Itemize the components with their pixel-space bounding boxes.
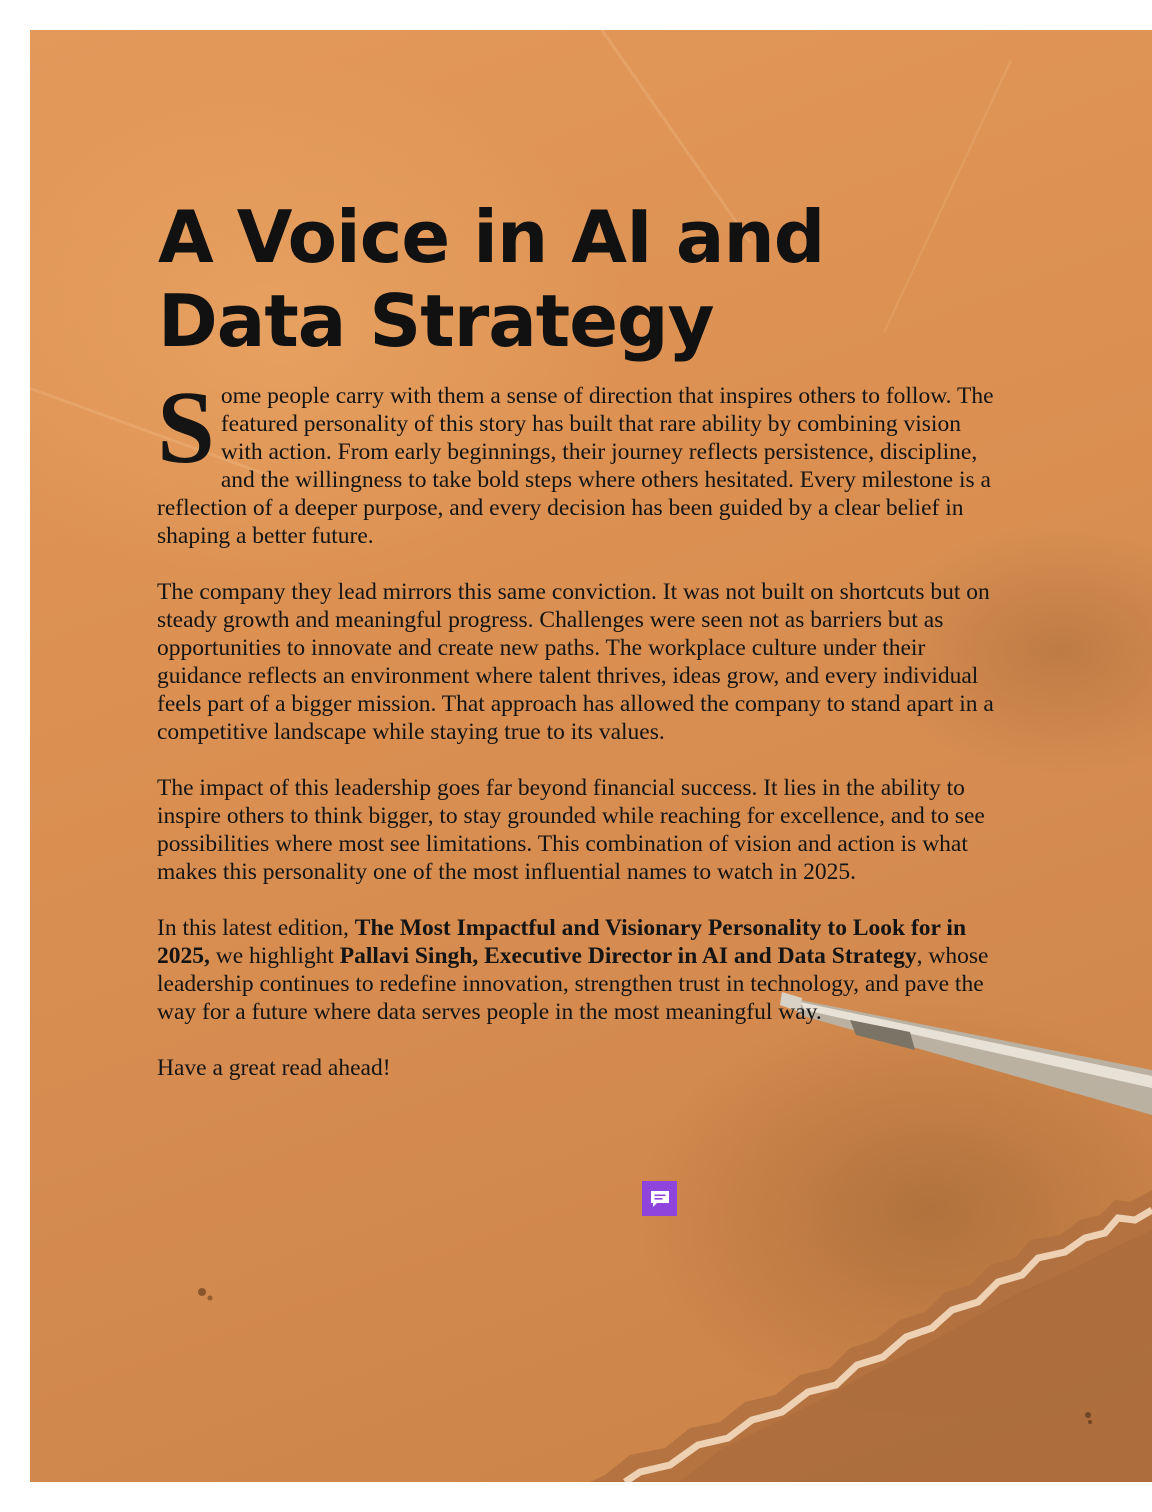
drop-cap: S — [157, 370, 215, 485]
edition-outro: , whose leadership continues to redefine innovation, strengthen trust in technology, and pave the way for a future where data serves people in the most meaningful way. — [157, 943, 989, 1025]
paragraph-edition — [157, 914, 1007, 1026]
highlight-text: we highlight — [209, 943, 340, 969]
paragraph-intro-text: ome people carry with them a sense of direction that inspires others to follow. The featured personality of this story has built that rare ability by combining vision with action. From early beginnings, their journey reflects persistence, discipline, and the willingness to take bold steps where others hesitated. Every milestone is a reflection of a deeper purpose, and every decision has been guided by a clear belief in shaping a better future. — [157, 383, 994, 549]
article-body — [157, 370, 1007, 1110]
edition-title: The Most Impactful and Visionary Personality to Look for in 2025, — [157, 915, 967, 969]
magazine-page — [30, 30, 1152, 1482]
paragraph-company: The company they lead mirrors this same conviction. It was not built on shortcuts but on steady growth and meaningful progress. Challenges were seen not as barriers but as opportunities to innovate and create new paths. The workplace culture under their guidance reflects an environment where talent thrives, ideas grow, and every individual feels part of a bigger mission. That approach has allowed the company to stand apart in a competitive landscape while staying true to its values. — [157, 579, 994, 745]
paragraph-impact: The impact of this leadership goes far beyond financial success. It lies in the ability to inspire others to think bigger, to stay grounded while reaching for excellence, and to see possibilities where most see limitations. This combination of vision and action is what makes this personality one of the most influential names to watch in 2025. — [157, 775, 985, 885]
closing-line: Have a great read ahead! — [157, 1055, 391, 1081]
featured-person: Pallavi Singh, Executive Director in AI and Data Strategy — [339, 943, 917, 969]
paragraph-intro — [157, 370, 1007, 550]
edition-intro: In this latest edition, — [157, 915, 355, 941]
comment-icon — [649, 1189, 671, 1209]
comment-button[interactable] — [642, 1181, 677, 1216]
page-title: A Voice in AI and Data Strategy — [158, 195, 825, 363]
